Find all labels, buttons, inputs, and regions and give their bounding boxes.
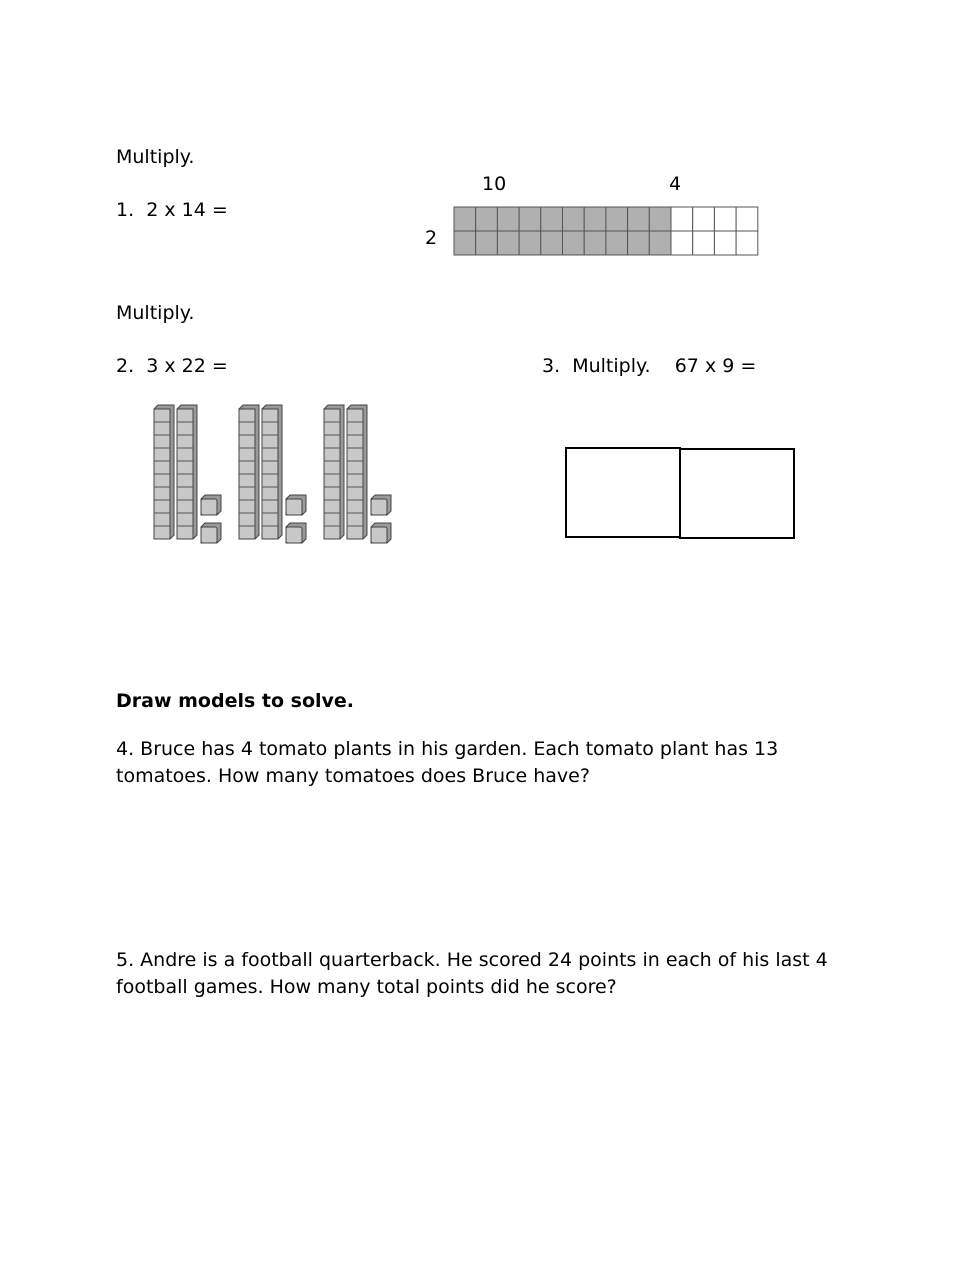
tens-rod <box>324 405 344 539</box>
grid-cell-unshaded <box>671 207 693 231</box>
grid-cell-shaded <box>584 231 606 255</box>
area-model <box>565 447 796 540</box>
grid-cell-shaded <box>497 207 519 231</box>
grid-cell-shaded <box>476 207 498 231</box>
instruction-multiply-1: Multiply. <box>116 146 195 168</box>
grid-cell-shaded <box>606 231 628 255</box>
grid-cell-shaded <box>519 231 541 255</box>
problem-5: 5. Andre is a football quarterback. He scored 24 points in each of his last 4 football games. How many total points did he score? <box>116 949 828 998</box>
grid-cell-shaded <box>497 231 519 255</box>
grid-cell-unshaded <box>671 231 693 255</box>
ones-cube <box>286 523 306 543</box>
grid-cell-shaded <box>563 207 585 231</box>
grid-cell-unshaded <box>714 231 736 255</box>
tens-rod <box>347 405 367 539</box>
grid-cell-shaded <box>563 231 585 255</box>
grid-cell-unshaded <box>736 231 758 255</box>
grid-cell-shaded <box>649 207 671 231</box>
base-ten-blocks-model <box>150 405 395 550</box>
array-grid-model <box>453 206 758 255</box>
problem-1: 1. 2 x 14 = <box>116 199 228 221</box>
problem-3: 3. Multiply. 67 x 9 = <box>542 355 757 377</box>
base-ten-group <box>324 405 391 543</box>
problem-2: 2. 3 x 22 = <box>116 355 228 377</box>
grid-cell-unshaded <box>693 231 715 255</box>
grid-cell-shaded <box>454 207 476 231</box>
grid-cell-shaded <box>649 231 671 255</box>
area-model-box-left <box>566 448 680 537</box>
grid-cell-shaded <box>519 207 541 231</box>
ones-cube <box>201 523 221 543</box>
model-label-rows: 2 <box>425 227 438 249</box>
draw-models-heading: Draw models to solve. <box>116 690 355 712</box>
grid-cell-unshaded <box>714 207 736 231</box>
grid-cell-shaded <box>476 231 498 255</box>
ones-cube <box>286 495 306 515</box>
ones-cube <box>201 495 221 515</box>
ones-cube <box>371 523 391 543</box>
tens-rod <box>154 405 174 539</box>
grid-cell-shaded <box>584 207 606 231</box>
tens-rod <box>262 405 282 539</box>
base-ten-group <box>239 405 306 543</box>
tens-rod <box>239 405 259 539</box>
grid-cell-shaded <box>541 207 563 231</box>
grid-cell-shaded <box>606 207 628 231</box>
model-label-tens: 10 <box>482 173 507 195</box>
instruction-multiply-2: Multiply. <box>116 302 195 324</box>
grid-cell-shaded <box>541 231 563 255</box>
area-model-box-right <box>680 449 794 538</box>
model-label-ones: 4 <box>669 173 682 195</box>
tens-rod <box>177 405 197 539</box>
grid-cell-shaded <box>454 231 476 255</box>
grid-cell-unshaded <box>693 207 715 231</box>
grid-cell-shaded <box>628 231 650 255</box>
grid-cell-unshaded <box>736 207 758 231</box>
grid-cell-shaded <box>628 207 650 231</box>
ones-cube <box>371 495 391 515</box>
problem-4: 4. Bruce has 4 tomato plants in his garden. Each tomato plant has 13 tomatoes. How many tomatoes does Bruce have? <box>116 738 779 787</box>
base-ten-group <box>154 405 221 543</box>
